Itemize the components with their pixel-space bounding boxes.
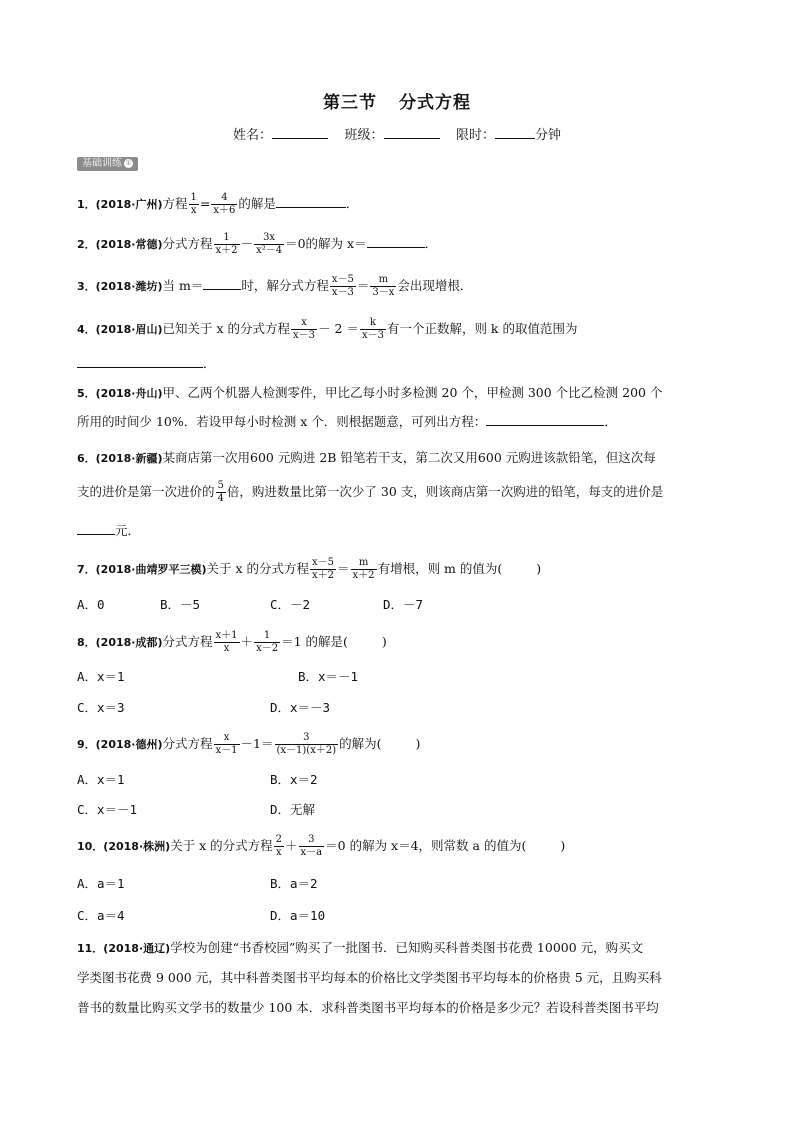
q7-f2-den: x＋2 (352, 570, 375, 581)
section-tag-label: 基础训练 (82, 158, 122, 169)
class-label: 班级： (344, 128, 384, 143)
q1-f1-den: x (189, 204, 199, 217)
q1-prefix: 1．(2018·广州)方程 (77, 196, 188, 211)
q6-f-den: 4 (217, 493, 224, 504)
q4-suffix: 有一个正数解，则 k 的取值范围为 (386, 321, 578, 336)
q7-option-c[interactable]: C．－2 (270, 597, 311, 612)
q8-fraction-2 (254, 630, 280, 655)
q4-answer-blank[interactable] (77, 355, 203, 368)
q9-f1-den: x－1 (215, 745, 238, 756)
question-5-line-2 (77, 413, 617, 430)
q4-mid: － 2 ＝ (318, 321, 359, 336)
q10-f1-num: 2 (275, 834, 283, 845)
q6-f-num: 5 (217, 480, 224, 491)
question-11-line-2: 学类图书花费 9 000 元，其中科普类图书平均每本的价格比文学类图书平均每本的价格贵 5 元，且购买科 (77, 970, 662, 985)
q3-fraction-1 (330, 274, 356, 299)
q4-prefix: 4．(2018·眉山)已知关于 x 的分式方程 (77, 321, 291, 336)
question-1 (77, 192, 358, 217)
q10-fraction-1 (274, 834, 284, 859)
q3-prefix: 3．(2018·潍坊)当 m＝ (77, 278, 204, 293)
q8-option-b[interactable]: B．x＝－1 (298, 669, 359, 684)
q10-option-a[interactable]: A．a＝1 (77, 876, 125, 891)
q1-fraction-2 (211, 192, 237, 217)
question-9 (77, 732, 420, 757)
q7-option-d[interactable]: D．－7 (383, 597, 424, 612)
q5-line2-text: 所用的时间少 10%．若设甲每小时检测 x 个．则根据题意，可列出方程： (77, 414, 487, 429)
name-label: 姓名： (232, 128, 272, 143)
q8-suffix: ＝1 的解是( (281, 634, 348, 649)
q6-fraction (216, 480, 226, 505)
q8-close: ) (381, 634, 387, 649)
q8-f2-den: x－2 (256, 643, 279, 654)
section-tag (77, 157, 138, 171)
q8-fraction-1 (214, 630, 240, 655)
q10-f2-den: x－a (300, 847, 323, 858)
q8-option-c[interactable]: C．x＝3 (77, 700, 125, 715)
q10-prefix: 10．(2018·株洲)关于 x 的分式方程 (77, 838, 273, 853)
q4-f2-den: x－3 (361, 330, 384, 341)
q2-f1-den: x＋2 (215, 245, 238, 256)
q9-mid: －1＝ (240, 736, 274, 751)
q9-prefix: 9．(2018·德州)分式方程 (77, 736, 213, 751)
q7-fraction-1 (310, 557, 336, 582)
q7-suffix: 有增根，则 m 的值为( (377, 561, 503, 576)
q9-f1-num: x (223, 732, 230, 743)
question-6-line-1: 6．(2018·新疆)某商店第一次用600 元购进 2B 铅笔若干支，第二次又用600 元购进该款铅笔，但这次每 (77, 450, 656, 465)
q9-f2-num: 3 (303, 732, 310, 743)
q6-line3-text: 元． (115, 523, 141, 538)
q10-f1-den: x (274, 846, 284, 859)
q10-option-b[interactable]: B．a＝2 (270, 876, 318, 891)
q8-plus: ＋ (240, 634, 254, 649)
q3-f1-den: x－3 (331, 287, 354, 298)
q8-option-a[interactable]: A．x＝1 (77, 669, 125, 684)
question-11-line-3: 普书的数量比购买文学书的数量少 100 本．求科普类图书平均每本的价格是多少元？若设科普类图书平均 (77, 1000, 659, 1015)
time-label: 限时： (456, 128, 496, 143)
q3-eq: ＝ (356, 278, 370, 293)
q2-fraction-1 (214, 232, 240, 257)
q7-f1-den: x＋2 (312, 570, 335, 581)
time-unit: 分钟 (535, 128, 562, 143)
page-title (0, 88, 794, 113)
q7-f2-num: m (358, 557, 369, 568)
q2-f1-num: 1 (223, 232, 230, 243)
q1-f2-den: x＋6 (213, 205, 236, 216)
q8-prefix: 8．(2018·成都)分式方程 (77, 634, 213, 649)
q9-close: ) (415, 736, 421, 751)
question-6-line-3 (77, 522, 140, 539)
q7-eq: ＝ (337, 561, 350, 576)
q2-fraction-2 (254, 232, 284, 257)
question-8 (77, 630, 387, 655)
q2-minus: － (240, 236, 254, 251)
q3-mid: 时，解分式方程 (241, 278, 329, 293)
student-info-line (0, 124, 794, 143)
q6-line2-suffix: 倍，购进数量比第一次少了 30 支，则该商店第一次购进的铅笔，每支的进价是 (226, 484, 664, 499)
q3-f2-num: m (378, 274, 389, 285)
q8-f1-den: x (214, 642, 240, 655)
question-4 (77, 317, 577, 342)
question-2 (77, 232, 437, 257)
q1-answer-blank[interactable] (276, 195, 346, 208)
q7-f1-num: x－5 (312, 557, 335, 568)
q10-option-d[interactable]: D．a＝10 (270, 908, 326, 923)
title-section: 第三节 (323, 93, 377, 113)
q3-f1-num: x－5 (331, 274, 354, 285)
q4-f1-num: x (301, 317, 307, 328)
time-blank[interactable] (495, 126, 535, 139)
question-3 (77, 274, 472, 299)
q2-suffix: ＝0的解为 x＝ (285, 236, 367, 251)
q3-fraction-2 (370, 274, 396, 299)
question-5-line-1: 5．(2018·舟山)甲、乙两个机器人检测零件，甲比乙每小时多检测 20 个，甲检测 300 个比乙检测 200 个 (77, 385, 663, 400)
q4-f1-den: x－3 (293, 330, 316, 341)
q10-option-c[interactable]: C．a＝4 (77, 908, 125, 923)
q2-f2-num: 3x (263, 232, 276, 243)
q10-close: ) (560, 838, 566, 853)
q2-end: ． (424, 236, 438, 251)
q1-fraction-1 (189, 192, 199, 217)
q9-option-d[interactable]: D．无解 (270, 802, 316, 817)
q2-answer-blank[interactable] (367, 235, 425, 248)
q8-f1-num: x＋1 (215, 630, 238, 641)
q9-f2-den: (x－1)(x＋2) (276, 745, 337, 756)
q5-answer-blank[interactable] (486, 413, 604, 426)
q3-answer-blank[interactable] (203, 277, 241, 290)
q1-suffix: 的解是 (238, 196, 276, 211)
q10-f2-num: 3 (308, 834, 315, 845)
q4-fraction-2 (360, 317, 386, 342)
q4-end: ． (203, 356, 216, 371)
q7-close: ) (536, 561, 542, 576)
q9-suffix: 的解为( (339, 736, 382, 751)
q4-fraction-1 (291, 317, 317, 342)
q8-f2-num: 1 (263, 630, 271, 641)
q3-f2-den: 3－x (372, 287, 395, 298)
question-4-answer-line (77, 355, 216, 372)
q7-option-b[interactable]: B．－5 (160, 597, 201, 612)
q2-f2-den: x²－4 (256, 245, 283, 256)
q1-eq: = (199, 196, 211, 211)
q10-plus: ＋ (285, 838, 298, 853)
q7-option-a[interactable]: A．0 (77, 597, 105, 612)
q10-suffix: ＝0 的解为 x＝4，则常数 a 的值为( (325, 838, 527, 853)
section-tag-number: ① (125, 159, 132, 167)
q3-suffix: 会出现增根． (397, 278, 473, 293)
name-blank[interactable] (272, 126, 328, 139)
question-6-line-2 (77, 480, 663, 505)
q4-f2-num: k (369, 317, 376, 328)
q9-option-a[interactable]: A．x＝1 (77, 772, 125, 787)
class-blank[interactable] (384, 126, 440, 139)
title-topic: 分式方程 (399, 93, 471, 113)
q9-option-c[interactable]: C．x＝－1 (77, 802, 138, 817)
q9-option-b[interactable]: B．x＝2 (270, 772, 318, 787)
q8-option-d[interactable]: D．x＝－3 (270, 700, 331, 715)
q1-f1-num: 1 (190, 192, 197, 203)
q9-fraction-1 (214, 732, 240, 757)
question-10 (77, 834, 565, 859)
q10-fraction-2 (299, 834, 325, 859)
question-7 (77, 557, 541, 582)
q7-fraction-2 (351, 557, 377, 582)
question-11-line-1: 11．(2018·通辽)学校为创建“书香校园”购买了一批图书．已知购买科普类图书花费 10000 元，购买文 (77, 940, 644, 955)
q6-line2-prefix: 支的进价是第一次进价的 (77, 484, 215, 499)
q1-f2-num: 4 (221, 192, 228, 203)
q7-prefix: 7．(2018·曲靖罗平三模)关于 x 的分式方程 (77, 561, 310, 576)
q6-answer-blank[interactable] (77, 522, 115, 535)
q2-prefix: 2．(2018·常德)分式方程 (77, 236, 213, 251)
q5-end: ． (604, 414, 617, 429)
q1-end: ． (345, 196, 359, 211)
q9-fraction-2 (275, 732, 339, 757)
